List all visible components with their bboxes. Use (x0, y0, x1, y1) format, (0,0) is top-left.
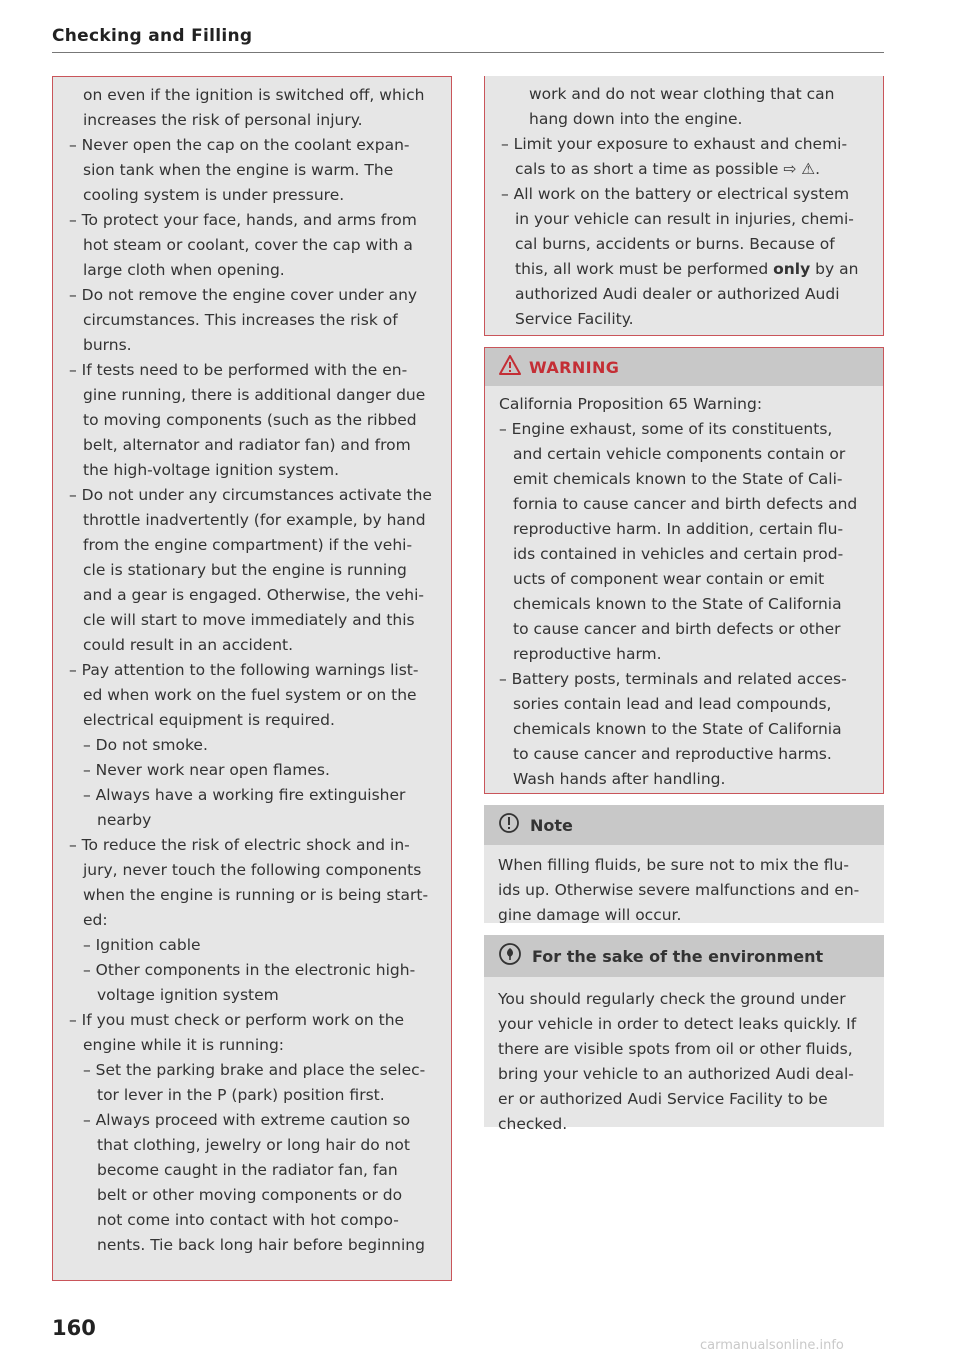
text-line: – If you must check or perform work on the (69, 1011, 405, 1029)
safety-box-continued (52, 76, 452, 1281)
text-line: – Other components in the electronic high- (83, 961, 416, 979)
text-line: gine running, there is additional danger due (83, 386, 426, 404)
text-line: voltage ignition system (97, 986, 279, 1004)
text-line: on even if the ignition is switched off, which (83, 86, 425, 104)
environment-header (484, 935, 884, 977)
text-line: nents. Tie back long hair before beginning (97, 1236, 425, 1254)
note-box (484, 805, 884, 923)
text-line: – Always have a working fire extinguisher (83, 786, 406, 804)
text-line: – Limit your exposure to exhaust and chemi- (501, 135, 848, 153)
note-header (484, 805, 884, 845)
text-line: ed when work on the fuel system or on the (83, 686, 417, 704)
text-line: chemicals known to the State of California (513, 720, 842, 738)
text-line: Service Facility. (515, 310, 634, 328)
text-line: nearby (97, 811, 152, 829)
text-line: hang down into the engine. (529, 110, 743, 128)
safety-box-continued-right (484, 76, 884, 336)
text-line: ids up. Otherwise severe malfunctions and en- (498, 881, 860, 899)
text-line: sories contain lead and lead compounds, (513, 695, 832, 713)
text-line: in your vehicle can result in injuries, chemi- (515, 210, 854, 228)
text-line: work and do not wear clothing that can (529, 85, 835, 103)
text-line: – To protect your face, hands, and arms from (69, 211, 417, 229)
text-line: to cause cancer and birth defects or other (513, 620, 841, 638)
text-line: – To reduce the risk of electric shock and in- (69, 836, 410, 854)
text-line: there are visible spots from oil or other fluids, (498, 1040, 853, 1058)
bold-line (501, 257, 871, 282)
text-line: circumstances. This increases the risk of (83, 311, 398, 329)
text-line: gine damage will occur. (498, 906, 682, 924)
text-line: – Do not smoke. (83, 736, 208, 754)
safety-text-list-right (501, 82, 871, 257)
text-line: large cloth when opening. (83, 261, 285, 279)
text-line: when the engine is running or is being start- (83, 886, 429, 904)
text-line: engine while it is running: (83, 1036, 285, 1054)
text-line: jury, never touch the following components (83, 861, 422, 879)
text-line: ids contained in vehicles and certain prod- (513, 545, 844, 563)
text-line: You should regularly check the ground under (498, 990, 846, 1008)
text-line: – Set the parking brake and place the selec- (83, 1061, 426, 1079)
text-line: throttle inadvertently (for example, by hand (83, 511, 426, 529)
emphasis-text: only (773, 260, 811, 278)
text-line: fornia to cause cancer and birth defects and (513, 495, 858, 513)
environment-text (484, 977, 884, 1137)
text-line: – Do not under any circumstances activate the (69, 486, 432, 504)
text-line: belt or other moving components or do (97, 1186, 403, 1204)
text-line: er or authorized Audi Service Facility to be (498, 1090, 828, 1108)
text-line: your vehicle in order to detect leaks quickly. If (498, 1015, 857, 1033)
text-line: emit chemicals known to the State of Cali- (513, 470, 843, 488)
text-line: to moving components (such as the ribbed (83, 411, 417, 429)
warning-header (485, 348, 883, 386)
text-segment: this, all work must be performed (515, 260, 774, 278)
text-line: – Battery posts, terminals and related acces- (499, 670, 847, 688)
safety-text-list-right-end (501, 282, 871, 332)
text-line: increases the risk of personal injury. (83, 111, 363, 129)
note-title: Note (530, 815, 573, 835)
text-line: – Pay attention to the following warnings list- (69, 661, 419, 679)
header-divider (52, 52, 884, 53)
text-line: cooling system is under pressure. (83, 186, 345, 204)
warning-box (484, 347, 884, 794)
text-line: cle is stationary but the engine is running (83, 561, 407, 579)
text-line: – Always proceed with extreme caution so (83, 1111, 411, 1129)
text-segment: by an (810, 260, 859, 278)
text-line: to cause cancer and reproductive harms. (513, 745, 832, 763)
text-line: Wash hands after handling. (513, 770, 726, 788)
text-line: cals to as short a time as possible ⇨ ⚠. (515, 160, 821, 178)
text-line: – Never work near open flames. (83, 761, 330, 779)
text-line: tor lever in the P (park) position first. (97, 1086, 385, 1104)
text-line: – Engine exhaust, some of its constituents, (499, 420, 833, 438)
text-line: hot steam or coolant, cover the cap with a (83, 236, 413, 254)
page-header (52, 26, 884, 46)
text-line: not come into contact with hot compo- (97, 1211, 399, 1229)
text-line: sion tank when the engine is warm. The (83, 161, 394, 179)
text-line: that clothing, jewelry or long hair do not (97, 1136, 410, 1154)
text-line: and certain vehicle components contain or (513, 445, 846, 463)
text-line: – If tests need to be performed with the en- (69, 361, 408, 379)
text-line: California Proposition 65 Warning: (499, 395, 763, 413)
text-line: reproductive harm. In addition, certain flu- (513, 520, 844, 538)
environment-box (484, 935, 884, 1133)
text-line: reproductive harm. (513, 645, 662, 663)
text-line: – Never open the cap on the coolant expan- (69, 136, 410, 154)
text-line: ed: (83, 911, 108, 929)
section-title: Checking and Filling (52, 26, 253, 46)
environment-title: For the sake of the environment (532, 946, 824, 966)
warning-triangle-icon (499, 355, 521, 379)
text-line: electrical equipment is required. (83, 711, 335, 729)
text-line: cle will start to move immediately and this (83, 611, 415, 629)
page-number: 160 (52, 1316, 96, 1340)
leaf-circle-icon (498, 942, 522, 970)
text-line: When filling fluids, be sure not to mix the flu- (498, 856, 849, 874)
text-line: – Do not remove the engine cover under any (69, 286, 418, 304)
warning-text (485, 386, 883, 792)
warning-title: WARNING (529, 357, 620, 377)
text-line: authorized Audi dealer or authorized Audi (515, 285, 840, 303)
text-line: from the engine compartment) if the vehi- (83, 536, 413, 554)
safety-text-list (69, 83, 439, 1258)
text-line: checked. (498, 1115, 568, 1133)
text-line: chemicals known to the State of California (513, 595, 842, 613)
text-line: belt, alternator and radiator fan) and from (83, 436, 411, 454)
note-text (484, 845, 884, 928)
info-circle-icon (498, 812, 520, 838)
text-line: could result in an accident. (83, 636, 294, 654)
text-line: ucts of component wear contain or emit (513, 570, 825, 588)
text-line: cal burns, accidents or burns. Because of (515, 235, 835, 253)
text-line: burns. (83, 336, 132, 354)
text-line: bring your vehicle to an authorized Audi deal- (498, 1065, 854, 1083)
text-line: and a gear is engaged. Otherwise, the vehi- (83, 586, 425, 604)
text-line: become caught in the radiator fan, fan (97, 1161, 398, 1179)
text-line: – Ignition cable (83, 936, 201, 954)
watermark: carmanualsonline.info (700, 1338, 844, 1353)
text-line: – All work on the battery or electrical system (501, 185, 850, 203)
text-line: the high-voltage ignition system. (83, 461, 340, 479)
